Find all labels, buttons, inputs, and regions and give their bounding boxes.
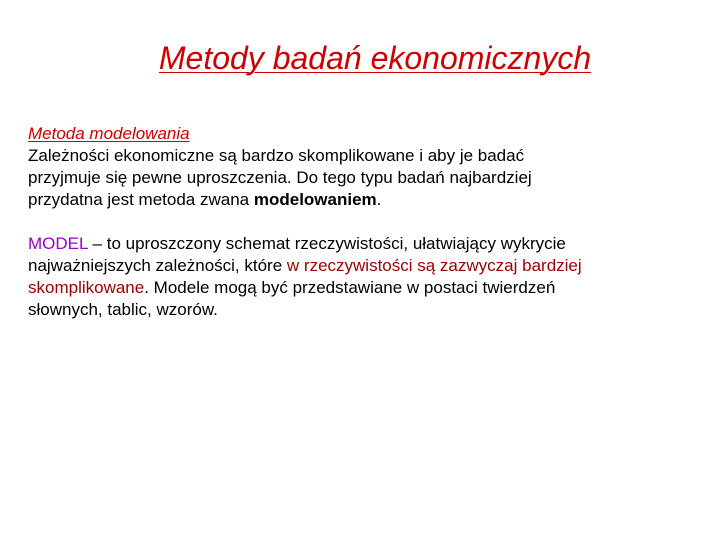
- slide-body: [28, 123, 700, 321]
- slide-title-text: Metody badań ekonomicznych: [158, 40, 592, 76]
- paragraph-2-line-2-prefix: najważniejszych zależności, które: [28, 256, 287, 275]
- section-heading: Metoda modelowania: [28, 124, 190, 143]
- paragraph-1: [28, 145, 700, 211]
- paragraph-2-line-3-highlight: skomplikowane: [28, 278, 145, 297]
- paragraph-2: [28, 233, 700, 321]
- paragraph-2-line-1-rest: – to uproszczony schemat rzeczywistości, ułatwiający wykrycie: [87, 234, 566, 253]
- paragraph-2-line-2-highlight: w rzeczywistości są zazwyczaj bardziej: [286, 256, 582, 275]
- paragraph-gap: [28, 211, 700, 233]
- slide-title: [0, 38, 720, 78]
- model-term: MODEL: [28, 234, 88, 253]
- paragraph-1-line-3-suffix: .: [376, 190, 382, 209]
- paragraph-2-line-4: słownych, tablic, wzorów.: [28, 300, 218, 319]
- paragraph-1-line-1: Zależności ekonomiczne są bardzo skomplikowane i aby je badać: [28, 146, 525, 165]
- modelowaniem-term: modelowaniem: [253, 190, 377, 209]
- section-heading-line: [28, 123, 700, 145]
- paragraph-2-line-3-rest: . Modele mogą być przedstawiane w postaci twierdzeń: [144, 278, 556, 297]
- paragraph-1-line-2: przyjmuje się pewne uproszczenia. Do tego typu badań najbardziej: [28, 168, 532, 187]
- paragraph-1-line-3-prefix: przydatna jest metoda zwana: [28, 190, 254, 209]
